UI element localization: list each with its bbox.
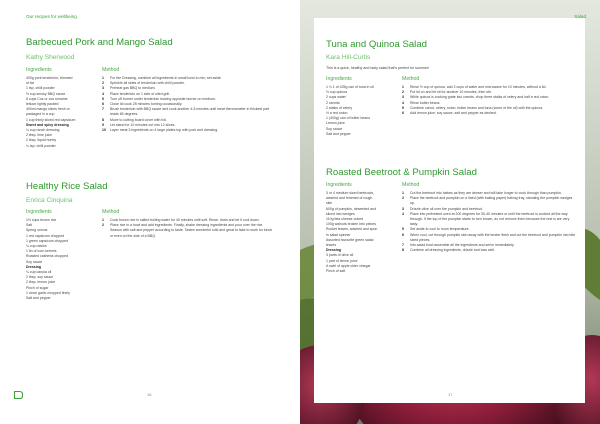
step-text: Rinse butter beans.	[410, 100, 441, 105]
step-number: 3	[102, 86, 104, 91]
method-step	[402, 248, 578, 253]
step-number: 3	[402, 206, 404, 211]
ingredient-item: washed and trimmed of rough	[326, 196, 373, 201]
step-text: While quinoa is cooking grate two carrots, chop three stalks of celery and half a red onion.	[410, 95, 550, 100]
ingredients-heading: Ingredients	[26, 67, 52, 73]
step-number: 8	[102, 117, 104, 122]
step-text: When cool, cut through pumpkin skin away with the tender flesh and cut the beetroot and pumpkin into bite sized pieces.	[410, 232, 576, 242]
ingredient-item: ¼ tsp. chilli powder	[26, 143, 56, 148]
ingredient-item: 2 tbsp. soy sauce	[26, 275, 54, 280]
page-number: 16	[147, 392, 152, 397]
step-number: 1	[102, 76, 104, 80]
ingredient-item: Salt	[26, 223, 33, 228]
ingredient-item: 400g pork tenderloin, trimmed	[26, 76, 73, 80]
step-number: 10	[102, 128, 106, 133]
running-header: Salad	[574, 14, 586, 19]
step-number: 6	[102, 102, 104, 107]
ingredient-item: skin	[326, 201, 333, 206]
step-number: 2	[402, 90, 404, 95]
ingredient-item: A swirl of apple cider vinegar	[326, 263, 371, 268]
step-text: Add lemon juice, soy sauce, salt and pepper as desired.	[410, 111, 497, 116]
ingredient-item: 1 clove garlic chopped finely	[26, 290, 70, 295]
step-text: Rinse ½ cup of quinoa, add 2 cups of water and microwave for 10 minutes, without a lid.	[410, 85, 547, 89]
ingredient-item: Salt and pepper	[326, 131, 351, 136]
ingredient-item: Pinch of sugar	[26, 285, 49, 290]
step-text: Cut the beetroot into halves as they are denser and will take longer to cook through than pumpkin.	[410, 191, 562, 195]
ingredient-item: Pinch of salt	[326, 269, 346, 274]
ingredient-item: 1 tsp. chilli powder	[26, 86, 55, 91]
ingredient-item: ¼ cup raisins	[26, 244, 47, 249]
step-text: Cook brown rice in salted boiling water for 40 minutes until soft. Rinse, drain and let it cool down.	[110, 218, 260, 222]
step-number: 7	[102, 107, 104, 112]
ingredient-item: 400ml mango slices fresh or	[26, 107, 70, 112]
step-number: 1	[402, 191, 404, 195]
right-page	[300, 0, 600, 424]
ingredient-item: ¼ cup ranch dressing	[26, 128, 60, 133]
step-number: 8	[402, 248, 404, 253]
step-number: 2	[102, 81, 104, 86]
step-text: Preheat gas BBQ to medium.	[110, 86, 156, 91]
method-list	[402, 85, 578, 116]
method-heading: Method	[102, 67, 120, 73]
ingredient-item: lettuce lightly packed	[26, 102, 59, 107]
ingredient-subheading: Sweet and spicy dressing	[26, 122, 69, 127]
step-number: 4	[402, 100, 404, 105]
step-number: 6	[402, 232, 404, 237]
step-number: 6	[402, 111, 404, 116]
step-text: Sprinkle all sides of tenderloin with chilli powder.	[110, 81, 185, 86]
ingredient-item: Lemon juice	[326, 121, 345, 126]
step-number: 7	[402, 243, 404, 248]
step-text: Place the beetroot and pumpkin on a lined (with baking paper) baking tray, standing the pumpkin wedges up.	[410, 196, 573, 206]
method-heading: Method	[402, 76, 420, 82]
step-text: Put lid on and let sit for another 10 minutes, then stir.	[410, 90, 492, 95]
step-text: Into salad bowl assemble all the ingredients and serve immediately.	[410, 243, 515, 248]
step-text: Place tenderloin on 1 side of oiled grill.	[110, 91, 170, 96]
method-step	[402, 111, 578, 116]
recipe-title: Roasted Beetroot & Pumpkin Salad	[326, 167, 477, 178]
ingredients-list	[26, 218, 94, 301]
ingredient-item: ½ cup smoky BBQ sauce	[26, 91, 66, 96]
step-number: 1	[102, 218, 104, 222]
method-list	[402, 191, 578, 253]
ingredient-item: ½ cup quinoa	[326, 90, 348, 95]
ingredient-item: 2 carrots	[326, 100, 340, 105]
ingredient-item: leaves	[326, 243, 337, 248]
step-number: 5	[402, 227, 404, 232]
step-text: Place into preheated oven at 200 degrees for 30-40 minutes or until the beetroot is cooked all the way through. If the top of the pumpkin starts to turn brown, do not remove them because the rest is are very tasty.	[410, 211, 570, 227]
ingredient-subheading: Dressing	[26, 264, 41, 269]
ingredient-item: ½ a red onion	[326, 111, 348, 116]
step-text: Set aside to cool to room temperature.	[410, 227, 470, 232]
ingredient-item: 3 parts of olive oil	[326, 253, 354, 258]
step-text: Let stand for 10 minutes cut into 12 slices.	[110, 122, 176, 127]
method-step	[102, 107, 274, 117]
ingredients-heading: Ingredients	[26, 209, 52, 215]
ingredient-item: 2 tbsp. lime juice	[26, 133, 53, 138]
ingredient-item: 8 cups Cos or cos romaine	[26, 96, 68, 101]
recipe-author: Enrica Cinquina	[26, 197, 73, 204]
method-step	[102, 128, 274, 133]
ingredients-heading: Ingredients	[326, 182, 352, 188]
step-text: Move to cutting board cover with foil.	[110, 117, 167, 122]
ingredient-item: in salad spinner	[326, 232, 351, 237]
ingredient-item: 1 cup thinly sliced red capsicum	[26, 117, 76, 122]
ingredient-item: Assorted favourite green salad	[326, 237, 374, 242]
method-list	[102, 76, 274, 133]
ingredient-item: 1 green capsicum chopped	[26, 238, 69, 243]
recipe-author: Kathy Sherwood	[26, 54, 75, 61]
step-number: 1	[402, 85, 404, 89]
ingredient-item: of fat	[26, 81, 34, 86]
ingredient-item: 110g feta cheese cubed	[326, 217, 364, 222]
step-text: Close lid cook 25 minutes turning occasionally.	[110, 102, 183, 107]
step-number: 9	[102, 122, 104, 127]
step-text: Brush tenderloin with BBQ sauce and cook another 4-5 minutes until meat thermometer in thickest part reads 65 degrees.	[110, 107, 270, 117]
ingredient-item: 1 part of lemon juice	[326, 258, 358, 263]
step-text: Turn off burner under tenderloin leaving opposite burner on medium.	[110, 96, 216, 101]
ingredient-item: sliced into wedges	[326, 211, 355, 216]
ingredient-item: 600g of pumpkin, deseeded and	[326, 206, 377, 211]
recipe-title: Tuna and Quinoa Salad	[326, 39, 427, 50]
step-text: Combine all dressing ingredients, drizzle and toss well.	[410, 248, 496, 253]
ingredient-item: ¼ cup canola oil	[26, 270, 52, 275]
ingredient-item: Soy sauce	[26, 259, 43, 264]
method-step	[402, 233, 578, 243]
ingredient-item: 2 tbsp. lemon juice	[26, 280, 56, 285]
method-step	[402, 196, 578, 206]
ingredient-item: 1 tin of corn kernels	[26, 249, 57, 254]
step-text: Place rice in a bowl and add ingredients. Finally, shake dressing ingredients and pour over the rice. Season with salt and pepper according to taste. Tastes wonderful cold and great to take to work for lunch or even on the side of a BBQ.	[110, 223, 273, 238]
ingredient-item: 2 cups water	[326, 95, 346, 100]
method-heading: Method	[102, 209, 120, 215]
step-number: 5	[102, 96, 104, 101]
ingredient-item: Rocket leaves, washed and spun	[326, 227, 378, 232]
publisher-logo-icon	[13, 390, 24, 400]
step-text: Drizzle olive oil over the pumpkin and beetroot.	[410, 206, 483, 211]
ingredient-subheading: Dressing	[326, 248, 341, 253]
method-heading: Method	[402, 182, 420, 188]
step-text: For the Dressing, combine all ingredients in small bowl to mix; set aside.	[110, 76, 222, 80]
step-number: 4	[402, 211, 404, 216]
ingredient-item: 1 ¼ 1 of 425g can of tuna in oil	[326, 85, 374, 89]
recipe-title: Healthy Rice Salad	[26, 181, 108, 192]
ingredient-item: Salt and pepper	[26, 296, 51, 301]
ingredient-item: 1½ cups brown rice	[26, 218, 57, 222]
ingredient-item: Spring onions	[26, 228, 48, 233]
ingredient-item: packaged in a cup	[26, 112, 55, 117]
step-text: Combine carrot, celery, onion, butter beans and tuna (some of the oil) with the quinoa.	[410, 105, 544, 110]
running-header: Our recipes for wellbeing	[26, 14, 77, 19]
ingredients-list	[26, 76, 94, 149]
ingredient-item: 1 (400g) can of butter beans	[326, 116, 370, 121]
ingredients-list	[326, 85, 394, 137]
ingredients-heading: Ingredients	[326, 76, 352, 82]
recipe-intro: This is a quick, healthy and tasty salad that's perfect for summer!	[326, 66, 430, 70]
ingredient-item: 2 tbsp. liquid honey	[26, 138, 57, 143]
step-number: 2	[402, 196, 404, 201]
recipe-title: Barbecued Pork and Mango Salad	[26, 37, 173, 48]
ingredient-item: 3 or 4 medium sized beetroots,	[326, 191, 375, 195]
ingredient-item: Soy sauce	[326, 126, 343, 131]
method-list	[102, 218, 274, 239]
step-text: Layer meat 3 ingredients on 4 large plates top with pork and dressing.	[110, 128, 219, 133]
step-number: 5	[402, 105, 404, 110]
method-step	[102, 223, 274, 239]
ingredients-list	[326, 191, 394, 274]
method-step	[402, 212, 578, 228]
ingredient-item: Roasted cashews chopped	[26, 254, 69, 259]
step-number: 4	[102, 91, 104, 96]
page-number: 17	[448, 392, 453, 397]
ingredient-item: 2 stalks of celery	[326, 105, 353, 110]
ingredient-item: 100g walnuts broken into pieces	[326, 222, 377, 227]
step-number: 2	[102, 223, 104, 228]
recipe-author: Kara Hill-Curtis	[326, 54, 371, 61]
ingredient-item: 1 red capsicum chopped	[26, 233, 65, 238]
step-number: 3	[402, 95, 404, 100]
